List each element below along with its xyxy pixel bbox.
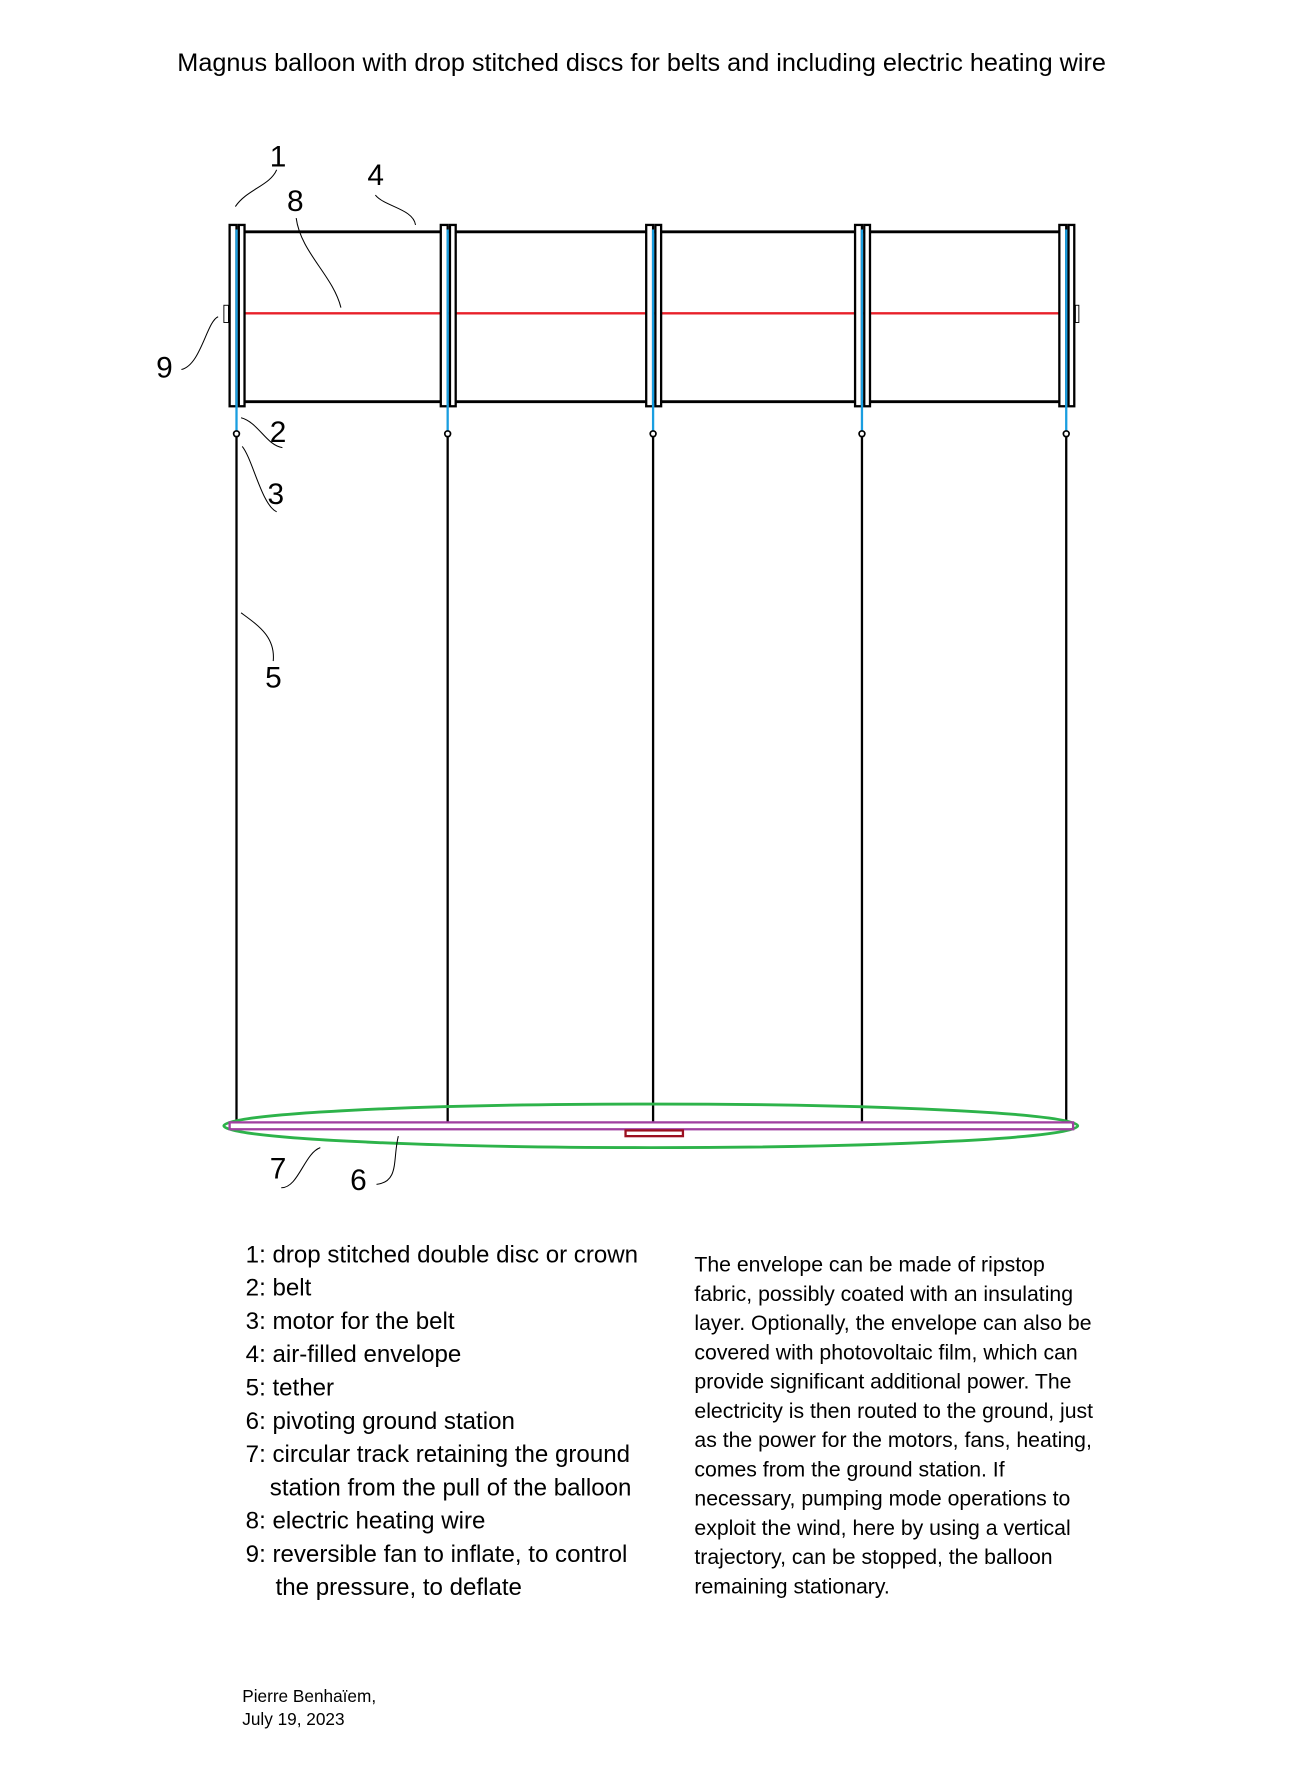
- disc-assembly: [441, 225, 456, 1122]
- paragraph-line: covered with photovoltaic film, which can: [694, 1341, 1078, 1365]
- page-title: Magnus balloon with drop stitched discs for belts and including electric heating wire: [177, 49, 1106, 78]
- paragraph-line: as the power for the motors, fans, heating,: [694, 1429, 1092, 1453]
- legend-item: 1: drop stitched double disc or crown: [245, 1241, 639, 1269]
- motor: [859, 431, 865, 437]
- callout-1: 1: [269, 140, 287, 174]
- legend-item: 7: circular track retaining the ground: [245, 1441, 631, 1469]
- disc-inner: [864, 225, 870, 406]
- date: July 19, 2023: [242, 1708, 345, 1729]
- callout-2: 2: [269, 415, 287, 449]
- paragraph-line: comes from the ground station. If: [694, 1458, 1005, 1482]
- motor: [1063, 431, 1069, 437]
- balloon: [224, 225, 1079, 1122]
- fan-right: [1075, 305, 1078, 322]
- paragraph-line: The envelope can be made of ripstop: [694, 1253, 1045, 1277]
- author: Pierre Benhaïem,: [242, 1685, 377, 1706]
- disc-assembly: [230, 225, 245, 1122]
- disc-assembly: [1059, 225, 1074, 1122]
- callout-7: 7: [269, 1152, 287, 1186]
- leader-lines: [181, 170, 415, 1188]
- disc-assembly: [646, 225, 661, 1122]
- paragraph-line: necessary, pumping mode operations to: [694, 1487, 1071, 1511]
- legend-item: 3: motor for the belt: [245, 1307, 455, 1335]
- legend: [246, 1241, 638, 1601]
- callout-3: 3: [267, 477, 285, 511]
- legend-item: 6: pivoting ground station: [245, 1407, 515, 1435]
- paragraph-line: layer. Optionally, the envelope can also be: [694, 1312, 1092, 1336]
- callout-6: 6: [350, 1164, 367, 1198]
- pivoting-ground-station: [230, 1122, 1074, 1129]
- paragraph-line: exploit the wind, here by using a vertical: [694, 1516, 1071, 1540]
- paragraph-line: trajectory, can be stopped, the balloon: [694, 1546, 1053, 1570]
- station-box: [626, 1130, 683, 1136]
- callout-8: 8: [286, 185, 304, 219]
- legend-item: station from the pull of the balloon: [269, 1474, 632, 1502]
- disc-inner: [1069, 225, 1075, 406]
- circular-track: [224, 1104, 1078, 1148]
- paragraph-line: electricity is then routed to the ground, just: [694, 1399, 1094, 1423]
- disc-inner: [655, 225, 661, 406]
- motor: [650, 431, 656, 437]
- ground-station: [224, 1104, 1078, 1148]
- description-paragraph: [694, 1254, 1093, 1599]
- callout-5: 5: [265, 661, 282, 695]
- paragraph-line: provide significant additional power. The: [694, 1370, 1072, 1394]
- callout-numbers: [156, 140, 384, 1197]
- motor: [445, 431, 451, 437]
- disc-inner: [450, 225, 456, 406]
- fan-left: [224, 305, 229, 322]
- callout-4: 4: [367, 158, 384, 192]
- legend-item: 8: electric heating wire: [245, 1507, 486, 1535]
- paragraph-line: remaining stationary.: [694, 1575, 890, 1599]
- paragraph-line: fabric, possibly coated with an insulating: [694, 1282, 1074, 1306]
- legend-item: the pressure, to deflate: [275, 1574, 522, 1602]
- legend-item: 2: belt: [245, 1274, 312, 1302]
- disc-assembly: [855, 225, 870, 1122]
- callout-9: 9: [156, 351, 173, 385]
- legend-item: 4: air-filled envelope: [245, 1341, 462, 1369]
- disc-inner: [239, 225, 245, 406]
- legend-item: 5: tether: [245, 1374, 335, 1402]
- motor: [234, 431, 240, 437]
- legend-item: 9: reversible fan to inflate, to control: [245, 1540, 628, 1568]
